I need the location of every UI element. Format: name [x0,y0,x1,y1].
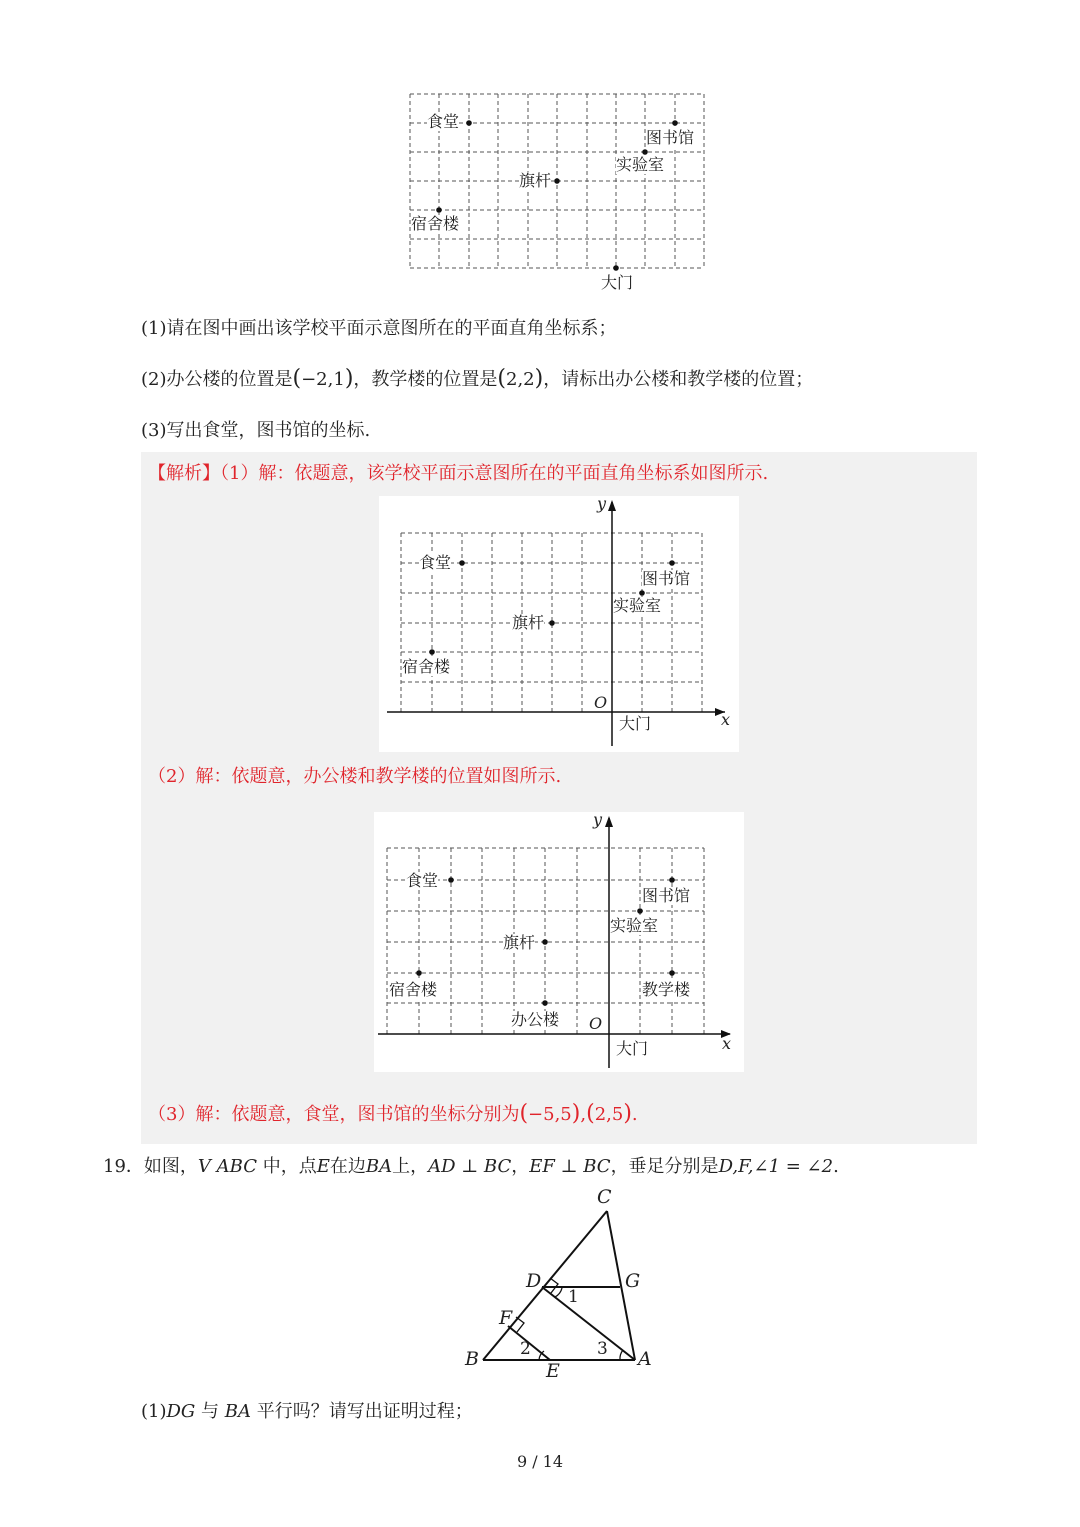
perpendicular-ef-bc: EF ⊥ BC [529,1156,611,1177]
solution-part-3: （3）解：依题意，食堂，图书馆的坐标分别为(−5,5),(2,5). [148,1101,638,1126]
library-dot [669,877,675,883]
label-lab: 实验室 [613,596,662,615]
label-dormitory: 宿舍楼 [389,980,438,999]
perpendicular-ad-bc: AD ⊥ BC [428,1156,512,1177]
label-library: 图书馆 [642,569,691,588]
subquestion-text: 与 [195,1401,225,1422]
segment-ba: BA [224,1401,251,1422]
question-2-middle: ，教学楼的位置是 [353,369,498,390]
point-a-label: A [638,1348,652,1370]
axis-y-label: y [597,494,607,513]
library-coordinate: 2,5 [594,1104,624,1125]
campus-map-figure [400,88,718,298]
problem-text: 中，点 [256,1156,317,1177]
feet-and-angles: D,F,∠1 = ∠2 [718,1156,834,1177]
point-c-label: C [597,1186,612,1208]
question-2-suffix: ，请标出办公楼和教学楼的位置； [543,369,814,390]
point-e-label: E [546,1360,560,1382]
label-canteen: 食堂 [419,553,452,572]
problem-text: . [833,1156,839,1177]
label-flagpole: 旗杆 [503,933,536,952]
label-lab: 实验室 [616,155,665,174]
office-building-dot [542,1000,548,1006]
dormitory-dot [416,970,422,976]
gate-dot [613,265,619,271]
origin-label: O [594,693,608,712]
label-lab: 实验室 [610,916,659,935]
subquestion-19-1 [141,1399,473,1425]
question-1: (1)请在图中画出该学校平面示意图所在的平面直角坐标系； [141,318,617,339]
solution-part-3-prefix: （3）解：依题意，食堂，图书馆的坐标分别为 [148,1104,520,1125]
point-g-label: G [625,1270,641,1292]
lab-dot [637,908,643,914]
problem-text: ，垂足分别是 [610,1156,719,1177]
canteen-coordinate: −5,5 [528,1104,572,1125]
label-teaching-building: 教学楼 [642,980,691,999]
lab-dot [642,149,648,155]
coordinate-grid-2 [374,812,744,1072]
teaching-coordinate: 2,2 [506,369,535,390]
axis-x-label: x [721,710,731,729]
question-3: (3)写出食堂，图书馆的坐标. [141,420,371,441]
page-number: 9 / 14 [516,1452,564,1471]
dormitory-dot [436,207,442,213]
coordinate-grid-1 [379,496,739,752]
subquestion-number: (1) [141,1401,167,1422]
segment-dg: DG [166,1401,196,1422]
flagpole-dot [554,178,560,184]
canteen-dot [448,877,454,883]
subquestion-text: 平行吗？请写出证明过程； [251,1401,473,1422]
axis-x-label: x [722,1034,732,1053]
triangle-symbol: V ABC [197,1156,257,1177]
label-library: 图书馆 [642,886,691,905]
coordinate-figure-2 [374,812,744,1072]
coordinate-figure-1 [379,496,739,752]
dormitory-dot [429,649,435,655]
canteen-dot [459,560,465,566]
problem-text: ， [511,1156,530,1177]
angle-2-label: 2 [520,1339,531,1359]
label-gate: 大门 [619,714,652,733]
problem-19-statement [103,1154,839,1180]
label-library: 图书馆 [646,128,695,147]
problem-text: 上， [392,1156,429,1177]
problem-text: 如图， [143,1156,198,1177]
solution-part-3-end: . [631,1104,638,1125]
label-office-building: 办公楼 [511,1010,560,1029]
point-f-label: F [499,1307,513,1329]
solution-part-2: （2）解：依题意，办公楼和教学楼的位置如图所示. [148,766,562,787]
problem-text: 在边 [329,1156,366,1177]
triangle-figure [455,1185,665,1385]
origin-label: O [589,1014,603,1033]
problem-number: 19． [103,1156,144,1177]
solution-tag: 【解析】 [148,463,220,484]
label-dormitory: 宿舍楼 [411,214,460,233]
label-canteen: 食堂 [406,871,439,890]
label-flagpole: 旗杆 [519,171,552,190]
label-gate: 大门 [616,1039,649,1058]
label-gate: 大门 [601,273,634,292]
question-2-prefix: (2)办公楼的位置是 [141,369,293,390]
label-dormitory: 宿舍楼 [402,657,451,676]
solution-part-1-text: （1）解：依题意，该学校平面示意图所在的平面直角坐标系如图所示. [220,463,769,484]
canteen-dot [466,120,472,126]
angle-1-label: 1 [568,1287,579,1307]
axis-y-label: y [593,810,603,829]
angle-3-label: 3 [597,1339,608,1359]
point-e: E [316,1156,330,1177]
lab-dot [639,590,645,596]
library-dot [672,120,678,126]
point-b-label: B [465,1348,479,1370]
question-2: (2)办公楼的位置是(−2,1)，教学楼的位置是(2,2)，请标出办公楼和教学楼的位置； [141,366,814,391]
office-coordinate: −2,1 [301,369,345,390]
flagpole-dot [542,939,548,945]
library-dot [669,560,675,566]
segment-ba: BA [365,1156,393,1177]
solution-part-1 [148,461,768,487]
label-canteen: 食堂 [427,112,460,131]
point-d-label: D [526,1270,542,1292]
flagpole-dot [549,620,555,626]
teaching-building-dot [669,970,675,976]
label-flagpole: 旗杆 [512,613,545,632]
